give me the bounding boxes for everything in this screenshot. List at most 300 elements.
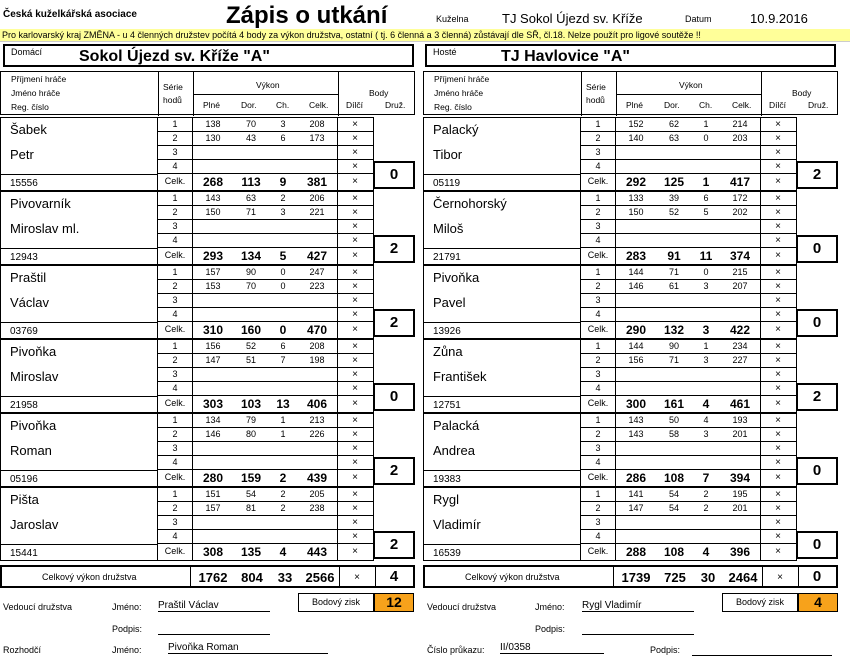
series-value: 71 xyxy=(668,355,679,365)
team-points: 2 xyxy=(796,383,838,411)
home-total-row xyxy=(0,565,415,588)
cross-mark: × xyxy=(775,147,781,158)
total-value: 310 xyxy=(202,323,224,337)
series-value: 143 xyxy=(628,429,644,439)
cross-mark: × xyxy=(775,324,781,335)
total-value: 159 xyxy=(240,471,262,485)
total-value: 427 xyxy=(306,249,328,263)
header-firstname: Jméno hráče xyxy=(11,88,61,98)
cross-mark: × xyxy=(775,176,781,187)
series-value: 140 xyxy=(628,133,644,143)
total-value: 0 xyxy=(279,323,287,337)
total-value: 7 xyxy=(702,471,710,485)
cross-mark: × xyxy=(352,147,358,158)
player-reg: 03769 xyxy=(10,326,38,337)
series-value: 208 xyxy=(309,341,325,351)
serie-number: 2 xyxy=(172,355,178,365)
series-value: 203 xyxy=(732,133,748,143)
kuzelna-label: Kuželna xyxy=(436,14,469,24)
series-value: 201 xyxy=(732,429,748,439)
series-value: 134 xyxy=(205,415,221,425)
series-value: 79 xyxy=(245,415,256,425)
serie-number: 2 xyxy=(595,355,601,365)
player-block xyxy=(423,339,838,413)
serie-number: 4 xyxy=(172,457,178,467)
total-value: 417 xyxy=(729,175,751,189)
series-value: 213 xyxy=(309,415,325,425)
series-value: 1 xyxy=(280,415,286,425)
cross-mark: × xyxy=(352,546,358,557)
total-value: 4 xyxy=(702,397,710,411)
serie-number: 2 xyxy=(595,429,601,439)
cross-mark: × xyxy=(352,503,358,514)
cross-mark: × xyxy=(775,355,781,366)
celk-label: Celk. xyxy=(587,472,609,482)
header-ch: Ch. xyxy=(699,100,713,110)
series-value: 156 xyxy=(628,355,644,365)
away-scoresheet xyxy=(423,71,838,561)
series-value: 70 xyxy=(245,119,256,129)
cross-mark: × xyxy=(352,457,358,468)
player-surname: Černohorský xyxy=(433,196,507,211)
series-value: 227 xyxy=(732,355,748,365)
prukaz-label: Číslo průkazu: xyxy=(427,645,485,655)
player-surname: Pivovarník xyxy=(10,196,71,211)
player-firstname: Václav xyxy=(10,295,50,310)
team-total-value: 2566 xyxy=(305,570,335,585)
header-hodu: hodů xyxy=(586,95,605,105)
total-value: 135 xyxy=(240,545,262,559)
series-value: 226 xyxy=(309,429,325,439)
grid-line xyxy=(423,174,580,175)
series-value: 3 xyxy=(280,207,286,217)
grid-line xyxy=(423,265,424,339)
grid-line xyxy=(423,396,580,397)
column-header xyxy=(423,71,838,115)
serie-number: 2 xyxy=(172,133,178,143)
series-value: 247 xyxy=(309,267,325,277)
cross-mark: × xyxy=(775,517,781,528)
series-value: 157 xyxy=(205,503,221,513)
player-firstname: Jaroslav xyxy=(10,517,59,532)
header-surname: Příjmení hráče xyxy=(11,74,67,84)
header-body: Body xyxy=(792,88,812,98)
player-firstname: Miroslav ml. xyxy=(10,221,80,236)
header-reg: Reg. číslo xyxy=(11,102,49,112)
series-value: 2 xyxy=(280,503,286,513)
celk-label: Celk. xyxy=(164,546,186,556)
grid-line xyxy=(192,413,193,487)
grid-line xyxy=(615,339,616,413)
total-value: 4 xyxy=(279,545,287,559)
serie-number: 1 xyxy=(595,193,601,203)
grid-line xyxy=(760,117,761,191)
team-total-value: 2464 xyxy=(728,570,758,585)
total-value: 5 xyxy=(279,249,287,263)
cross-mark: × xyxy=(775,235,781,246)
player-block xyxy=(0,487,415,561)
player-reg: 19383 xyxy=(433,474,461,485)
header-dilci: Dílčí xyxy=(346,100,363,110)
grid-line xyxy=(423,560,796,561)
player-firstname: Andrea xyxy=(433,443,475,458)
kuzelna-value: TJ Sokol Újezd sv. Kříže xyxy=(502,11,643,26)
series-value: 43 xyxy=(245,133,256,143)
total-value: 303 xyxy=(202,397,224,411)
total-value: 293 xyxy=(202,249,224,263)
serie-number: 1 xyxy=(172,267,178,277)
grid-line xyxy=(0,265,1,339)
total-value: 108 xyxy=(663,545,685,559)
series-value: 3 xyxy=(703,281,709,291)
header-dor: Dor. xyxy=(241,100,257,110)
serie-number: 1 xyxy=(172,489,178,499)
series-value: 146 xyxy=(628,281,644,291)
away-sign-line xyxy=(582,622,694,635)
series-value: 205 xyxy=(309,489,325,499)
total-value: 13 xyxy=(276,397,290,411)
cross-mark: × xyxy=(775,429,781,440)
cross-mark: × xyxy=(775,398,781,409)
header-vykon: Výkon xyxy=(256,80,280,90)
grid-line xyxy=(337,413,338,487)
away-leader-name: Rygl Vladimír xyxy=(582,600,694,612)
player-reg: 21958 xyxy=(10,400,38,411)
rozhodci-name-label: Jméno: xyxy=(112,645,142,655)
grid-line xyxy=(615,487,616,561)
cross-mark: × xyxy=(775,133,781,144)
series-value: 144 xyxy=(628,341,644,351)
grid-line xyxy=(192,191,193,265)
team-total-value: 725 xyxy=(664,570,686,585)
celk-label: Celk. xyxy=(164,250,186,260)
total-value: 286 xyxy=(625,471,647,485)
player-block xyxy=(423,413,838,487)
grid-line xyxy=(616,94,761,95)
cross-mark: × xyxy=(352,341,358,352)
team-total-points: 4 xyxy=(389,568,399,585)
away-bodovy-label: Bodový zisk xyxy=(722,593,798,612)
header-plne: Plné xyxy=(626,100,644,110)
series-value: 6 xyxy=(703,193,709,203)
prukaz-value: II/0358 xyxy=(500,642,604,654)
serie-number: 1 xyxy=(172,341,178,351)
celk-label: Celk. xyxy=(164,472,186,482)
serie-number: 3 xyxy=(595,443,601,453)
home-sign-line xyxy=(158,622,270,635)
grid-line xyxy=(613,567,614,586)
player-reg: 05196 xyxy=(10,474,38,485)
total-value: 381 xyxy=(306,175,328,189)
player-block xyxy=(0,265,415,339)
serie-number: 4 xyxy=(172,161,178,171)
series-value: 3 xyxy=(703,429,709,439)
series-value: 198 xyxy=(309,355,325,365)
series-value: 50 xyxy=(668,415,679,425)
series-value: 0 xyxy=(703,267,709,277)
series-value: 150 xyxy=(205,207,221,217)
header-druz: Druž. xyxy=(385,100,406,110)
total-value: 292 xyxy=(625,175,647,189)
total-value: 308 xyxy=(202,545,224,559)
serie-number: 2 xyxy=(595,133,601,143)
total-value: 134 xyxy=(240,249,262,263)
series-value: 0 xyxy=(703,133,709,143)
grid-line xyxy=(615,265,616,339)
player-firstname: Roman xyxy=(10,443,52,458)
cross-mark: × xyxy=(775,472,781,483)
total-value: 9 xyxy=(279,175,287,189)
team-total-value: 30 xyxy=(700,570,716,585)
grid-line xyxy=(0,487,1,561)
grid-line xyxy=(0,117,1,191)
series-value: 147 xyxy=(628,503,644,513)
serie-number: 3 xyxy=(595,295,601,305)
series-value: 133 xyxy=(628,193,644,203)
cross-mark: × xyxy=(352,309,358,320)
total-value: 161 xyxy=(663,397,685,411)
total-value: 396 xyxy=(729,545,751,559)
series-value: 1 xyxy=(280,429,286,439)
team-points: 0 xyxy=(796,531,838,559)
player-reg: 15556 xyxy=(10,178,38,189)
series-value: 3 xyxy=(703,355,709,365)
serie-number: 3 xyxy=(595,517,601,527)
celk-label: Celk. xyxy=(587,546,609,556)
series-value: 70 xyxy=(245,281,256,291)
series-value: 63 xyxy=(245,193,256,203)
grid-line xyxy=(423,413,424,487)
player-block xyxy=(423,487,838,561)
cross-mark: × xyxy=(775,383,781,394)
celk-label: Celk. xyxy=(164,176,186,186)
total-value: 108 xyxy=(663,471,685,485)
total-value: 11 xyxy=(699,249,713,263)
cross-mark: × xyxy=(775,221,781,232)
player-reg: 15441 xyxy=(10,548,38,559)
cross-mark: × xyxy=(775,489,781,500)
grid-line xyxy=(761,72,762,116)
cross-mark: × xyxy=(775,193,781,204)
series-value: 157 xyxy=(205,267,221,277)
total-value: 300 xyxy=(625,397,647,411)
series-value: 0 xyxy=(280,281,286,291)
total-value: 91 xyxy=(667,249,681,263)
cross-mark: × xyxy=(775,457,781,468)
team-points: 2 xyxy=(373,457,415,485)
series-value: 52 xyxy=(668,207,679,217)
grid-line xyxy=(0,413,1,487)
team-points: 2 xyxy=(373,235,415,263)
player-firstname: Miloš xyxy=(433,221,464,236)
player-firstname: Petr xyxy=(10,147,34,162)
header-celk: Celk. xyxy=(309,100,329,110)
grid-line xyxy=(158,72,159,116)
series-value: 206 xyxy=(309,193,325,203)
serie-number: 3 xyxy=(172,517,178,527)
cross-mark: × xyxy=(352,489,358,500)
player-surname: Palacký xyxy=(433,122,479,137)
grid-line xyxy=(615,191,616,265)
player-firstname: Vladimír xyxy=(433,517,481,532)
player-surname: Pivoňka xyxy=(433,270,480,285)
total-value: 2 xyxy=(279,471,287,485)
player-surname: Rygl xyxy=(433,492,460,507)
series-value: 2 xyxy=(703,503,709,513)
total-value: 406 xyxy=(306,397,328,411)
serie-number: 3 xyxy=(172,443,178,453)
team-total-value: 33 xyxy=(277,570,293,585)
grid-line xyxy=(760,487,761,561)
away-leader-label: Vedoucí družstva xyxy=(427,602,497,612)
home-team-name: Sokol Újezd sv. Kříže "A" xyxy=(79,48,270,65)
away-label: Hosté xyxy=(433,47,457,57)
series-value: 0 xyxy=(280,267,286,277)
player-reg: 21791 xyxy=(433,252,461,263)
total-value: 132 xyxy=(663,323,685,337)
datum-label: Datum xyxy=(685,14,712,24)
serie-number: 2 xyxy=(172,503,178,513)
header-celk: Celk. xyxy=(732,100,752,110)
serie-number: 3 xyxy=(172,147,178,157)
player-surname: Praštil xyxy=(10,270,47,285)
series-value: 81 xyxy=(245,503,256,513)
cross-mark: × xyxy=(775,341,781,352)
home-label: Domácí xyxy=(11,47,43,57)
series-value: 1 xyxy=(703,119,709,129)
celk-label: Celk. xyxy=(164,324,186,334)
cross-mark: × xyxy=(775,503,781,514)
grid-line xyxy=(581,72,582,116)
grid-line xyxy=(337,191,338,265)
serie-number: 4 xyxy=(595,383,601,393)
grid-line xyxy=(193,94,338,95)
cross-mark: × xyxy=(777,572,783,583)
player-firstname: František xyxy=(433,369,487,384)
grid-line xyxy=(0,560,373,561)
player-block xyxy=(0,339,415,413)
series-value: 90 xyxy=(245,267,256,277)
celk-label: Celk. xyxy=(587,398,609,408)
grid-line xyxy=(423,470,580,471)
team-total-points: 0 xyxy=(812,568,822,585)
cross-mark: × xyxy=(352,221,358,232)
grid-line xyxy=(0,322,157,323)
serie-number: 3 xyxy=(595,369,601,379)
serie-number: 4 xyxy=(595,457,601,467)
celk-label: Celk. xyxy=(587,324,609,334)
series-value: 238 xyxy=(309,503,325,513)
grid-line xyxy=(423,544,580,545)
grid-line xyxy=(762,567,763,586)
grid-line xyxy=(192,117,193,191)
cross-mark: × xyxy=(352,429,358,440)
cross-mark: × xyxy=(352,119,358,130)
home-scoresheet xyxy=(0,71,415,561)
team-total-value: 1762 xyxy=(198,570,228,585)
player-surname: Pivoňka xyxy=(10,344,57,359)
grid-line xyxy=(423,248,580,249)
player-surname: Pivoňka xyxy=(10,418,57,433)
series-value: 54 xyxy=(668,503,679,513)
grid-line xyxy=(423,191,424,265)
serie-number: 4 xyxy=(595,235,601,245)
serie-number: 4 xyxy=(172,531,178,541)
column-header xyxy=(0,71,415,115)
total-value: 443 xyxy=(306,545,328,559)
series-value: 39 xyxy=(668,193,679,203)
series-value: 58 xyxy=(668,429,679,439)
series-value: 172 xyxy=(732,193,748,203)
header-ch: Ch. xyxy=(276,100,290,110)
team-points: 0 xyxy=(373,383,415,411)
series-value: 146 xyxy=(205,429,221,439)
home-bodovy-label: Bodový zisk xyxy=(298,593,374,612)
series-value: 143 xyxy=(205,193,221,203)
series-value: 215 xyxy=(732,267,748,277)
cross-mark: × xyxy=(352,250,358,261)
serie-number: 2 xyxy=(172,207,178,217)
total-value: 268 xyxy=(202,175,224,189)
notice-banner: Pro karlovarský kraj ZMĚNA - u 4 členných družstev počítá 4 body za výkon družstva, ostatní ( tj. 6 členná a 3 členná) zůstávají dle SŘ, čl.18. Nelze použít pro ligové soutěže !! xyxy=(0,29,850,42)
header-serie: Série xyxy=(586,82,606,92)
home-leader-name: Praštil Václav xyxy=(158,600,270,612)
cross-mark: × xyxy=(352,193,358,204)
cross-mark: × xyxy=(352,443,358,454)
grid-line xyxy=(337,117,338,191)
player-block xyxy=(0,191,415,265)
team-points: 0 xyxy=(373,161,415,189)
serie-number: 1 xyxy=(595,119,601,129)
player-reg: 16539 xyxy=(433,548,461,559)
serie-number: 4 xyxy=(172,309,178,319)
grid-line xyxy=(615,413,616,487)
series-value: 51 xyxy=(245,355,256,365)
home-leader-label: Vedoucí družstva xyxy=(3,602,73,612)
series-value: 152 xyxy=(628,119,644,129)
cross-mark: × xyxy=(352,472,358,483)
team-points: 0 xyxy=(796,235,838,263)
team-points: 2 xyxy=(796,161,838,189)
series-value: 153 xyxy=(205,281,221,291)
grid-line xyxy=(192,265,193,339)
total-value: 394 xyxy=(729,471,751,485)
serie-number: 1 xyxy=(172,193,178,203)
cross-mark: × xyxy=(352,383,358,394)
total-value: 160 xyxy=(240,323,262,337)
total-value: 1 xyxy=(702,175,710,189)
rozhodci-sign-label: Podpis: xyxy=(650,645,681,655)
grid-line xyxy=(0,396,157,397)
total-value: 4 xyxy=(702,545,710,559)
series-value: 151 xyxy=(205,489,221,499)
series-value: 54 xyxy=(668,489,679,499)
series-value: 138 xyxy=(205,119,221,129)
player-reg: 12751 xyxy=(433,400,461,411)
cross-mark: × xyxy=(775,161,781,172)
total-value: 280 xyxy=(202,471,224,485)
away-team-bar xyxy=(425,44,836,67)
player-block xyxy=(423,265,838,339)
series-value: 71 xyxy=(668,267,679,277)
away-sign-label: Podpis: xyxy=(535,624,566,634)
total-value: 422 xyxy=(729,323,751,337)
header-reg: Reg. číslo xyxy=(434,102,472,112)
grid-line xyxy=(0,248,157,249)
series-value: 156 xyxy=(205,341,221,351)
series-value: 208 xyxy=(309,119,325,129)
grid-line xyxy=(339,567,340,586)
